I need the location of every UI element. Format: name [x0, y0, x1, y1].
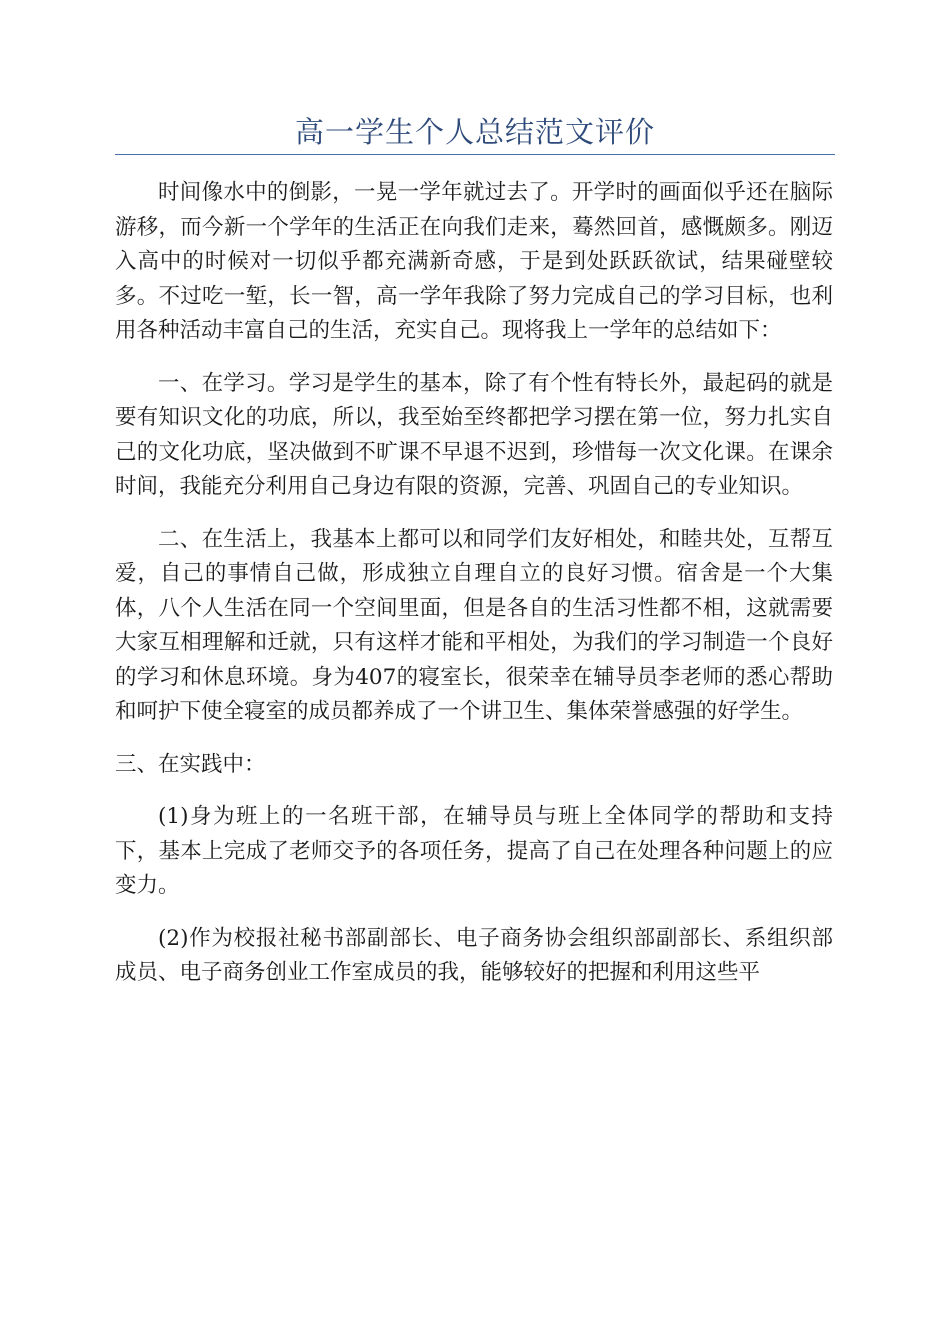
paragraph-intro: 时间像水中的倒影，一晃一学年就过去了。开学时的画面似乎还在脑际游移，而今新一个学年的生活正在向我们走来，蓦然回首，感慨颇多。刚迈入高中的时候对一切似乎都充满新奇感，于是到处跃跃欲试，结果碰壁较多。不过吃一堑，长一智，高一学年我除了努力完成自己的学习目标，也利用各种活动丰富自己的生活，充实自己。现将我上一学年的总结如下：	[115, 180, 833, 343]
paragraph-practice-2: (2)作为校报社秘书部副部长、电子商务协会组织部副部长、系组织部成员、电子商务创业工作室成员的我，能够较好的把握和利用这些平	[115, 925, 833, 985]
document-body	[115, 176, 833, 1009]
title-underline	[115, 154, 835, 155]
paragraph-practice-heading: 三、在实践中：	[115, 751, 266, 777]
document-title: 高一学生个人总结范文评价	[294, 115, 655, 149]
paragraph-study: 一、在学习。学习是学生的基本，除了有个性有特长外，最起码的就是要有知识文化的功底，所以，我至始至终都把学习摆在第一位，努力扎实自己的文化功底，坚决做到不旷课不早退不迟到，珍惜每一次文化课。在课余时间，我能充分利用自己身边有限的资源，完善、巩固自己的专业知识。	[115, 370, 833, 499]
paragraph-practice-1: (1)身为班上的一名班干部，在辅导员与班上全体同学的帮助和支持下，基本上完成了老师交予的各项任务，提高了自己在处理各种问题上的应变力。	[115, 804, 833, 898]
paragraph-life: 二、在生活上，我基本上都可以和同学们友好相处，和睦共处，互帮互爱，自己的事情自己做，形成独立自理自立的良好习惯。宿舍是一个大集体，八个人生活在同一个空间里面，但是各自的生活习性都不相，这就需要大家互相理解和迁就，只有这样才能和平相处，为我们的学习制造一个良好的学习和休息环境。身为407的寝室长，很荣幸在辅导员李老师的悉心帮助和呵护下使全寝室的成员都养成了一个讲卫生、集体荣誉感强的好学生。	[115, 526, 833, 724]
